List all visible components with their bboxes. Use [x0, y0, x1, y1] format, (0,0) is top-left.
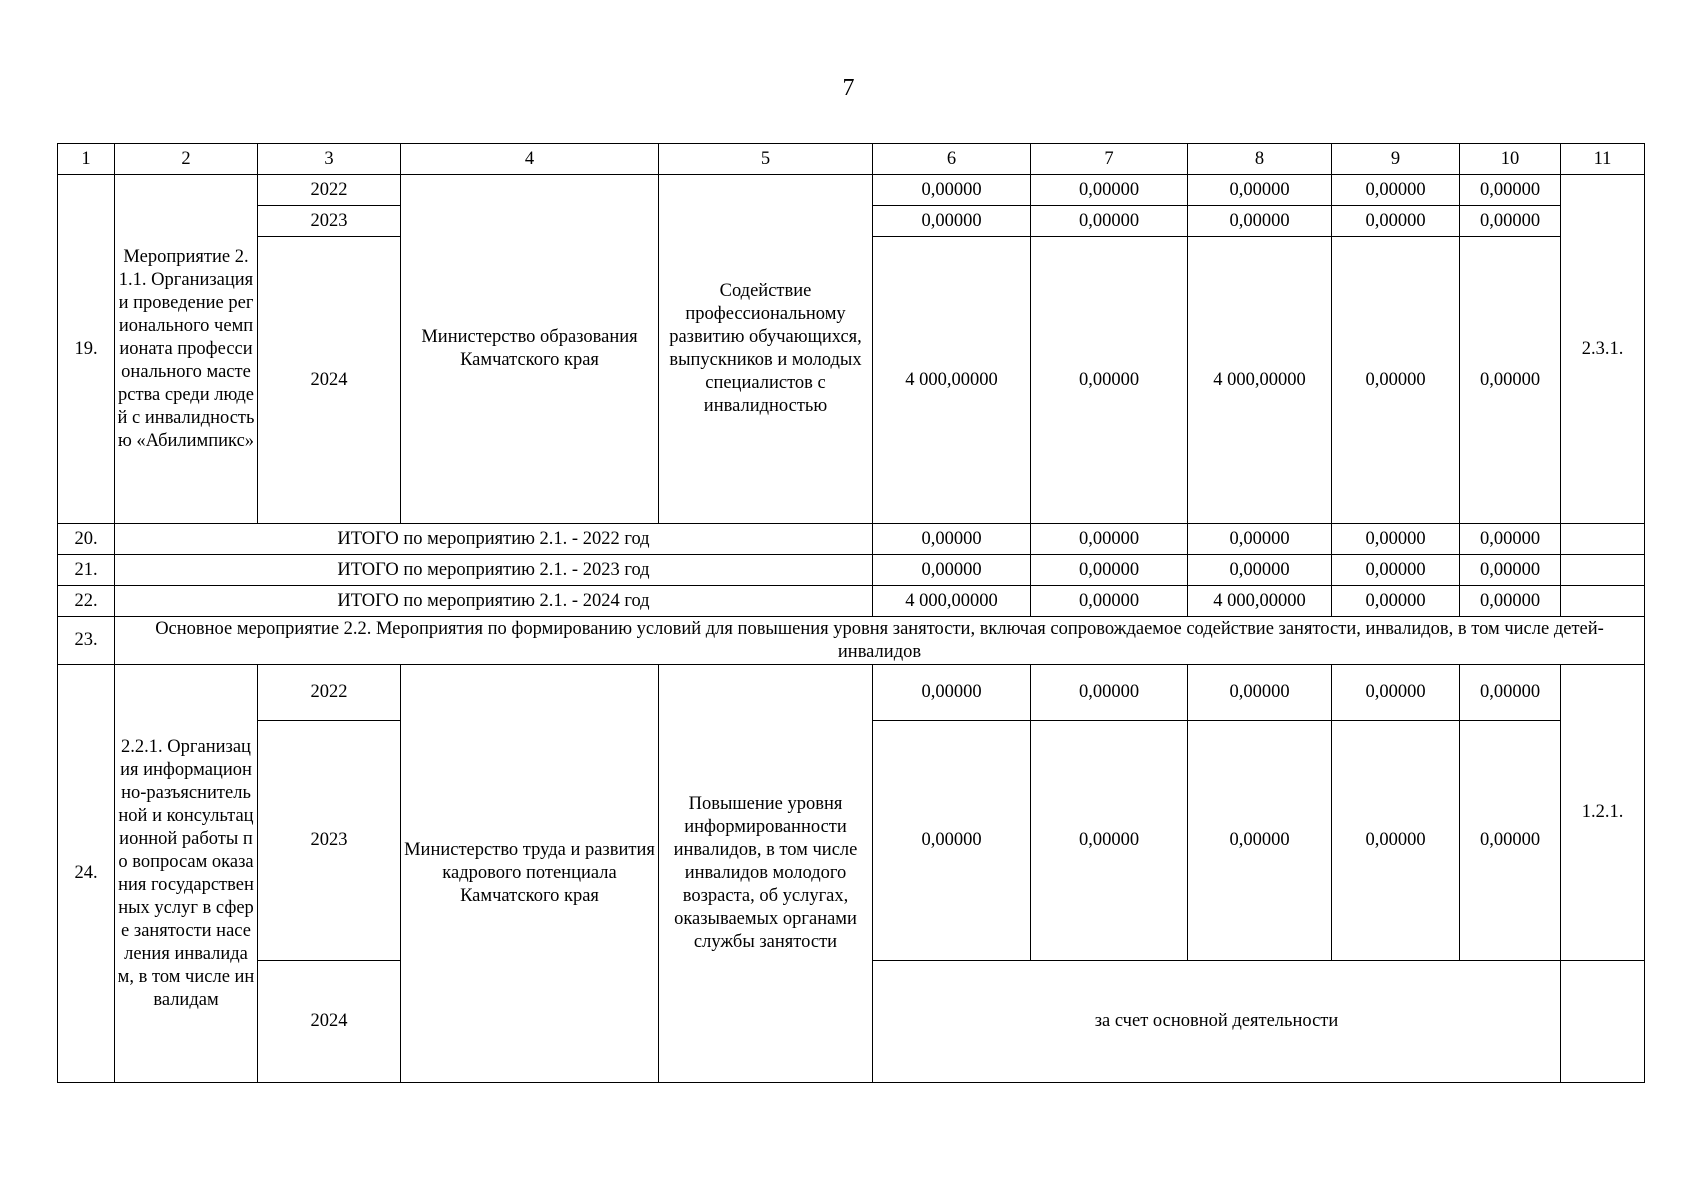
value-cell: 0,00000	[1332, 721, 1460, 961]
value-cell: 0,00000	[1460, 721, 1561, 961]
empty-cell	[1561, 586, 1645, 617]
row-number: 22.	[58, 586, 115, 617]
value-cell: 4 000,00000	[873, 237, 1031, 524]
value-cell: 0,00000	[1031, 665, 1188, 721]
row-number: 24.	[58, 665, 115, 1083]
value-cell: 0,00000	[1188, 524, 1332, 555]
header-cell: 6	[873, 144, 1031, 175]
value-cell: 0,00000	[1332, 586, 1460, 617]
program-table	[57, 143, 1645, 1083]
value-cell: 0,00000	[873, 206, 1031, 237]
page-number: 7	[842, 75, 855, 101]
value-cell: 0,00000	[1332, 237, 1460, 524]
section-row	[58, 617, 1645, 665]
executor-cell: Министерство образования Камчатского края	[401, 175, 659, 524]
year-cell: 2024	[258, 961, 401, 1083]
header-cell: 11	[1561, 144, 1645, 175]
value-cell: 0,00000	[873, 665, 1031, 721]
value-cell: 0,00000	[1332, 524, 1460, 555]
value-cell: 0,00000	[1031, 586, 1188, 617]
value-cell: 0,00000	[1460, 665, 1561, 721]
value-cell: 0,00000	[1031, 175, 1188, 206]
header-cell: 8	[1188, 144, 1332, 175]
value-cell: 0,00000	[1188, 721, 1332, 961]
total-label: ИТОГО по мероприятию 2.1. - 2023 год	[115, 555, 873, 586]
value-cell: 0,00000	[1332, 206, 1460, 237]
year-cell: 2024	[258, 237, 401, 524]
value-cell: 0,00000	[1031, 524, 1188, 555]
value-cell: 0,00000	[1460, 586, 1561, 617]
header-cell: 4	[401, 144, 659, 175]
result-cell: Содействие профессиональному развитию обучающихся, выпускников и молодых специалистов с инвалидностью	[659, 175, 873, 524]
header-cell: 3	[258, 144, 401, 175]
empty-cell	[1561, 524, 1645, 555]
value-cell: 0,00000	[1188, 555, 1332, 586]
table-row	[58, 665, 1645, 721]
year-cell: 2022	[258, 665, 401, 721]
row-number: 23.	[58, 617, 115, 665]
value-cell: 0,00000	[1460, 555, 1561, 586]
section-title: Основное мероприятие 2.2. Мероприятия по формированию условий для повышения уровня занятости, включая сопровождаемое содействие занятости, инвалидов, в том числе детей-инвалидов	[115, 617, 1645, 665]
row-number: 20.	[58, 524, 115, 555]
total-row	[58, 555, 1645, 586]
value-cell: 0,00000	[1031, 721, 1188, 961]
indicator-code: 1.2.1.	[1561, 665, 1645, 961]
value-cell: 0,00000	[873, 524, 1031, 555]
value-cell: 0,00000	[1332, 175, 1460, 206]
total-label: ИТОГО по мероприятию 2.1. - 2024 год	[115, 586, 873, 617]
activity-name: Мероприятие 2.1.1. Организация и проведение регионального чемпионата профессионального мастерства среди людей с инвалидностью «Абилимпикс»	[115, 175, 258, 524]
total-row	[58, 524, 1645, 555]
executor-cell: Министерство труда и развития кадрового потенциала Камчатского края	[401, 665, 659, 1083]
value-cell: 0,00000	[1460, 237, 1561, 524]
value-cell: 0,00000	[1031, 206, 1188, 237]
header-row	[58, 144, 1645, 175]
value-cell: 0,00000	[873, 555, 1031, 586]
year-cell: 2022	[258, 175, 401, 206]
activity-name: 2.2.1. Организация информационно-разъяснительной и консультационной работы по вопросам оказания государственных услуг в сфере занятости населения инвалидам, в том числе инвалидам	[115, 665, 258, 1083]
value-cell: 0,00000	[1188, 665, 1332, 721]
result-cell: Повышение уровня информированности инвалидов, в том числе инвалидов молодого возраста, об услугах, оказываемых органами службы занятости	[659, 665, 873, 1083]
row-number: 21.	[58, 555, 115, 586]
value-cell: 0,00000	[873, 175, 1031, 206]
header-cell: 5	[659, 144, 873, 175]
header-cell: 10	[1460, 144, 1561, 175]
year-cell: 2023	[258, 721, 401, 961]
value-cell: 0,00000	[1031, 555, 1188, 586]
header-cell: 7	[1031, 144, 1188, 175]
value-cell: 0,00000	[1332, 555, 1460, 586]
header-cell: 2	[115, 144, 258, 175]
value-cell: 4 000,00000	[873, 586, 1031, 617]
value-cell: 0,00000	[1460, 175, 1561, 206]
value-cell: 0,00000	[1031, 237, 1188, 524]
header-cell: 9	[1332, 144, 1460, 175]
value-cell: 0,00000	[1188, 175, 1332, 206]
year-cell: 2023	[258, 206, 401, 237]
value-cell: 0,00000	[1188, 206, 1332, 237]
value-cell: 0,00000	[873, 721, 1031, 961]
value-cell: 0,00000	[1460, 206, 1561, 237]
empty-cell	[1561, 555, 1645, 586]
table-row	[58, 175, 1645, 206]
value-cell: 0,00000	[1460, 524, 1561, 555]
indicator-code: 2.3.1.	[1561, 175, 1645, 524]
value-cell: 4 000,00000	[1188, 586, 1332, 617]
empty-cell	[1561, 961, 1645, 1083]
row-number: 19.	[58, 175, 115, 524]
funding-note: за счет основной деятельности	[873, 961, 1561, 1083]
total-row	[58, 586, 1645, 617]
total-label: ИТОГО по мероприятию 2.1. - 2022 год	[115, 524, 873, 555]
value-cell: 0,00000	[1332, 665, 1460, 721]
value-cell: 4 000,00000	[1188, 237, 1332, 524]
header-cell: 1	[58, 144, 115, 175]
